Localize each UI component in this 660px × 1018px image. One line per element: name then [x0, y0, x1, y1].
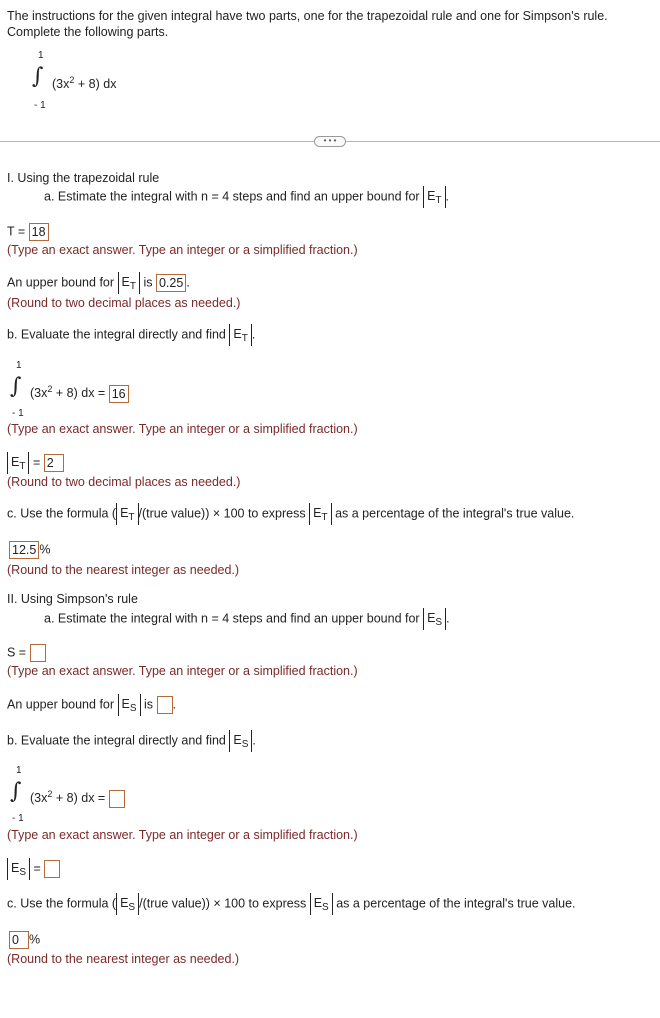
part2-b-prompt: b. Evaluate the integral directly and find $E_S$ .	[7, 730, 256, 752]
s-row: S =	[7, 644, 46, 662]
integral-sign-icon: ∫	[10, 374, 22, 399]
hint-two-decimals-2: (Round to two decimal places as needed.)	[7, 475, 241, 489]
intro-line-2: Complete the following parts.	[7, 25, 169, 39]
es-value-input[interactable]	[44, 860, 60, 878]
t-answer-input[interactable]: 18	[29, 223, 49, 241]
integrand: $(3x^2 + 8)$ dx	[52, 75, 117, 92]
t-row: T = 18	[7, 223, 49, 241]
lower-limit: - 1	[34, 100, 46, 111]
part1-integral-input[interactable]: 16	[109, 385, 129, 403]
hint-nearest-integer-1: (Round to the nearest integer as needed.)	[7, 563, 240, 577]
integral-sign-icon: ∫	[10, 779, 22, 804]
abs-es: $E_S$	[423, 608, 446, 630]
part2-title: II. Using Simpson's rule	[7, 592, 138, 606]
upper-limit: 1	[38, 50, 44, 61]
part2-c-prompt: c. Use the formula ( $E_S$ /(true value)) × 100 to express $E_S$ as a percentage of the integral's true value.	[7, 893, 576, 915]
hint-exact-2: (Type an exact answer. Type an integer or a simplified fraction.)	[7, 422, 358, 436]
hint-nearest-integer-2: (Round to the nearest integer as needed.)	[7, 952, 240, 966]
show-more-button[interactable]: • • •	[314, 136, 346, 147]
hint-exact-4: (Type an exact answer. Type an integer or a simplified fraction.)	[7, 828, 358, 842]
part2-integral: 1 ∫ $(3x^2 + 8)$ dx = - 1	[10, 765, 210, 827]
et-row: $E_T = 2$	[7, 452, 64, 474]
part1-percent-row: 12.5 %	[9, 541, 50, 559]
hint-two-decimals-1: (Round to two decimal places as needed.)	[7, 296, 241, 310]
part2-percent-row: 0 %	[9, 931, 40, 949]
intro-line-1: The instructions for the given integral have two parts, one for the trapezoidal rule and one for Simpson's rule.	[7, 9, 608, 23]
abs-et: $E_T$	[423, 186, 445, 208]
part1-title: I. Using the trapezoidal rule	[7, 171, 160, 185]
et-bound-input[interactable]: 0.25	[156, 274, 186, 292]
hint-exact-1: (Type an exact answer. Type an integer or a simplified fraction.)	[7, 243, 358, 257]
part1-percent-input[interactable]: 12.5	[9, 541, 39, 559]
part1-a-prompt: a. Estimate the integral with n = 4 steps and find an upper bound for $E_T$ .	[44, 186, 449, 208]
part2-a-prompt: a. Estimate the integral with n = 4 steps and find an upper bound for $E_S$ .	[44, 608, 450, 630]
es-bound-row: An upper bound for $E_S$ is .	[7, 694, 176, 716]
et-bound-row: An upper bound for $E_T$ is 0.25 .	[7, 272, 190, 294]
main-integral	[32, 50, 152, 115]
part2-integral-input[interactable]	[109, 790, 125, 808]
part1-b-prompt: b. Evaluate the integral directly and find $E_T$ .	[7, 324, 255, 346]
hint-exact-3: (Type an exact answer. Type an integer or a simplified fraction.)	[7, 664, 358, 678]
part1-c-prompt: c. Use the formula ( $E_T$ /(true value)) × 100 to express $E_T$ as a percentage of the integral's true value.	[7, 503, 574, 525]
es-row: $E_S$ =	[7, 858, 60, 880]
et-value-input[interactable]: 2	[44, 454, 64, 472]
es-bound-input[interactable]	[157, 696, 173, 714]
integral-sign-icon: ∫	[32, 64, 44, 89]
part2-percent-input[interactable]: 0	[9, 931, 29, 949]
s-answer-input[interactable]	[30, 644, 46, 662]
part1-integral: 1 ∫ $(3x^2 + 8)$ dx = 16 - 1	[10, 360, 210, 422]
